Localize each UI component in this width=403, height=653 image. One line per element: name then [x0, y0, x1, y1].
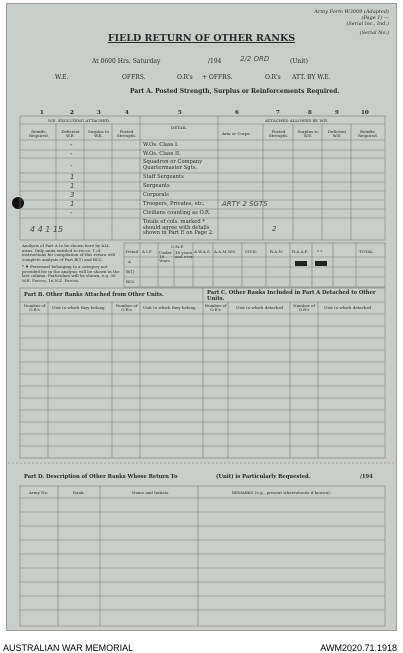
form-ref-line2: (Page 1) — [361, 15, 389, 21]
detail-row-wo2: W.Os. Class II. [143, 151, 181, 157]
detail-row-totals: Totals of cols. marked * should agree with details shown in Part E on Page 2. [143, 219, 214, 237]
detail-header: DETAIL [171, 125, 187, 130]
b-hdr-unit2: Unit to which they belong [143, 305, 196, 310]
hdr-surplus-right: Surplus to W.E. [297, 129, 319, 138]
an-hdr-under18: Under 18 Years [159, 250, 172, 263]
detail-row-cqms: Squadron or Company Quartermaster Sgts. [143, 159, 203, 171]
hw-sgt: 1 [70, 182, 75, 190]
ors2-label: O.R's [265, 74, 281, 81]
an-hdr-other: * * [317, 249, 323, 254]
we-excl-header: W.E. EXCLUDING ATTACHED. [48, 118, 111, 123]
an-hdr-cmf: C.M.F. [171, 244, 184, 249]
date-year: /194 [208, 58, 222, 65]
hw-totals: 4 4 1 15 [30, 225, 64, 234]
part-c-heading: Part C. Other Ranks Included in Part A Detached to Other Units. [207, 290, 376, 303]
b-hdr-num2: Number of O.R's [115, 303, 138, 312]
an-hdr-civil: CIVIL [245, 249, 257, 254]
form-ref-line3: (Serial loc., Ind.) [346, 21, 389, 27]
date-prefix: At 0600 Hrs. Saturday [92, 58, 161, 65]
hdr-surplus-left: Surplus to W.E. [88, 129, 109, 138]
an-hdr-detail: Detail [126, 249, 139, 254]
hw-attached: ARTY 2 SGTS [222, 200, 268, 208]
footer-institution: AUSTRALIAN WAR MEMORIAL [3, 643, 134, 653]
detail-row-civ: Civilians counting as O.R. [143, 210, 211, 216]
part-d-year: /194 [360, 474, 373, 480]
b-hdr-unit1: Unit to which they belong [52, 305, 105, 310]
analysis-note-2: * ♦ Personnel belonging to a category not provided for in the analysis will be shown in the last column. Particulars will be shown, e.g. 36 W.E. Forces, 16 N.Z. Forces. [22, 264, 120, 283]
an-hdr-raaf: R.A.A.F. [292, 249, 309, 254]
unit-handwritten: 2/2 ORD [240, 55, 270, 63]
an-hdr-aamws: A.A.M.W.S. [214, 249, 237, 254]
col-num-3: 3 [97, 110, 101, 116]
d-hdr-rank: Rank. [73, 490, 85, 495]
footer-accession: AWM2020.71.1918 [320, 643, 397, 653]
detail-row-pte: Troopers, Privates, etc. [143, 201, 205, 207]
form-ref-line1: Army Form W3009 (Adapted) [314, 9, 389, 15]
detail-row-cpl: Corporals [143, 192, 169, 198]
hw-wo2: - [70, 150, 73, 158]
hdr-arm-corps: Arm or Corps. [222, 131, 251, 136]
att-label: ATT. BY W.E. [292, 74, 331, 81]
an-row-b1: B(1) [126, 269, 135, 274]
col-num-10: 10 [361, 110, 369, 116]
form-ref-line4: (Serial No.) [359, 30, 389, 36]
detail-row-wo1: W.Os. Class I. [143, 142, 179, 148]
c-hdr-num1: Number of O.R's [204, 303, 227, 312]
col-num-2: 2 [70, 110, 74, 116]
col-num-4: 4 [125, 110, 129, 116]
attached-allowed-header: ATTACHED ALLOWED BY W.E. [265, 118, 329, 123]
hdr-posted-left: Posted Strength. [116, 129, 137, 138]
col-num-1: 1 [40, 110, 44, 116]
form-title: FIELD RETURN OF OTHER RANKS [107, 33, 296, 44]
hdr-deficient-right: Deficient W.E. [327, 129, 347, 138]
hdr-reinfts-left: Reinfts. Required. [29, 129, 49, 138]
an-hdr-aif: A.I.F. [142, 249, 153, 254]
hw-cqms: - [70, 162, 73, 170]
d-hdr-name: Name and Initials. [132, 490, 170, 495]
b-hdr-num1: Number of O.R's [23, 303, 46, 312]
we-label: W.E. [55, 74, 69, 81]
col-num-5: 5 [178, 110, 182, 116]
c-hdr-unit2: Unit to which detached [324, 305, 372, 310]
col-num-6: 6 [235, 110, 239, 116]
an-hdr-awas: A.W.A.S. [194, 249, 211, 254]
col-num-8: 8 [308, 110, 312, 116]
offrs2-label: + OFFRS. [202, 74, 233, 81]
d-hdr-army-no: Army No. [29, 490, 49, 495]
detail-row-ssgt: Staff Sergeants [143, 174, 184, 180]
an-row-b2: B(2) [126, 279, 135, 284]
col-num-9: 9 [335, 110, 339, 116]
hw-ssgt: 1 [70, 173, 75, 181]
hdr-deficient-left: Deficient W.E. [61, 129, 80, 138]
archive-footer [0, 634, 403, 653]
analysis-note: Analysis of Part A to be shown here by ALL arms. Only units entitled to recce. 1 of instructions for compilation of this return will complete analysis of Part B(1) and B(2). [22, 243, 116, 262]
offrs-label: OFFRS. [122, 74, 146, 81]
part-a-heading: Part A. Posted Strength, Surplus or Reinforcements Required. [130, 88, 340, 95]
detail-row-sgt: Sergeants [143, 183, 170, 189]
part-d-suffix: (Unit) is Particularly Requested. [216, 474, 311, 480]
an-hdr-18over: 18 years and over [175, 250, 193, 259]
an-row-a: A [128, 259, 131, 264]
hdr-posted-right: Posted Strength. [268, 129, 289, 138]
ors-label: O.R's [177, 74, 193, 81]
an-hdr-ran: R.A.N. [270, 249, 283, 254]
hw-total-attached: 2 [272, 225, 277, 233]
part-b-heading: Part B. Other Ranks Attached from Other Units. [24, 292, 164, 298]
hw-cpl: 3 [70, 191, 75, 199]
col-num-7: 7 [276, 110, 280, 116]
hw-wo1: - [70, 141, 73, 149]
part-d-heading: Part D. Description of Other Ranks Whose Return To [24, 474, 178, 480]
c-hdr-unit1: Unit to which detached [236, 305, 284, 310]
c-hdr-num2: Number of O.R's [293, 303, 315, 312]
an-hdr-total: TOTAL [359, 249, 373, 254]
unit-label: (Unit) [290, 58, 308, 65]
hdr-reinfts-right: Reinfts. Required. [358, 129, 378, 138]
hw-civ: - [70, 209, 73, 217]
hw-pte: 1 [70, 200, 75, 208]
d-hdr-remarks: REMARKS (e.g., present whereabouts if known). [232, 490, 331, 495]
